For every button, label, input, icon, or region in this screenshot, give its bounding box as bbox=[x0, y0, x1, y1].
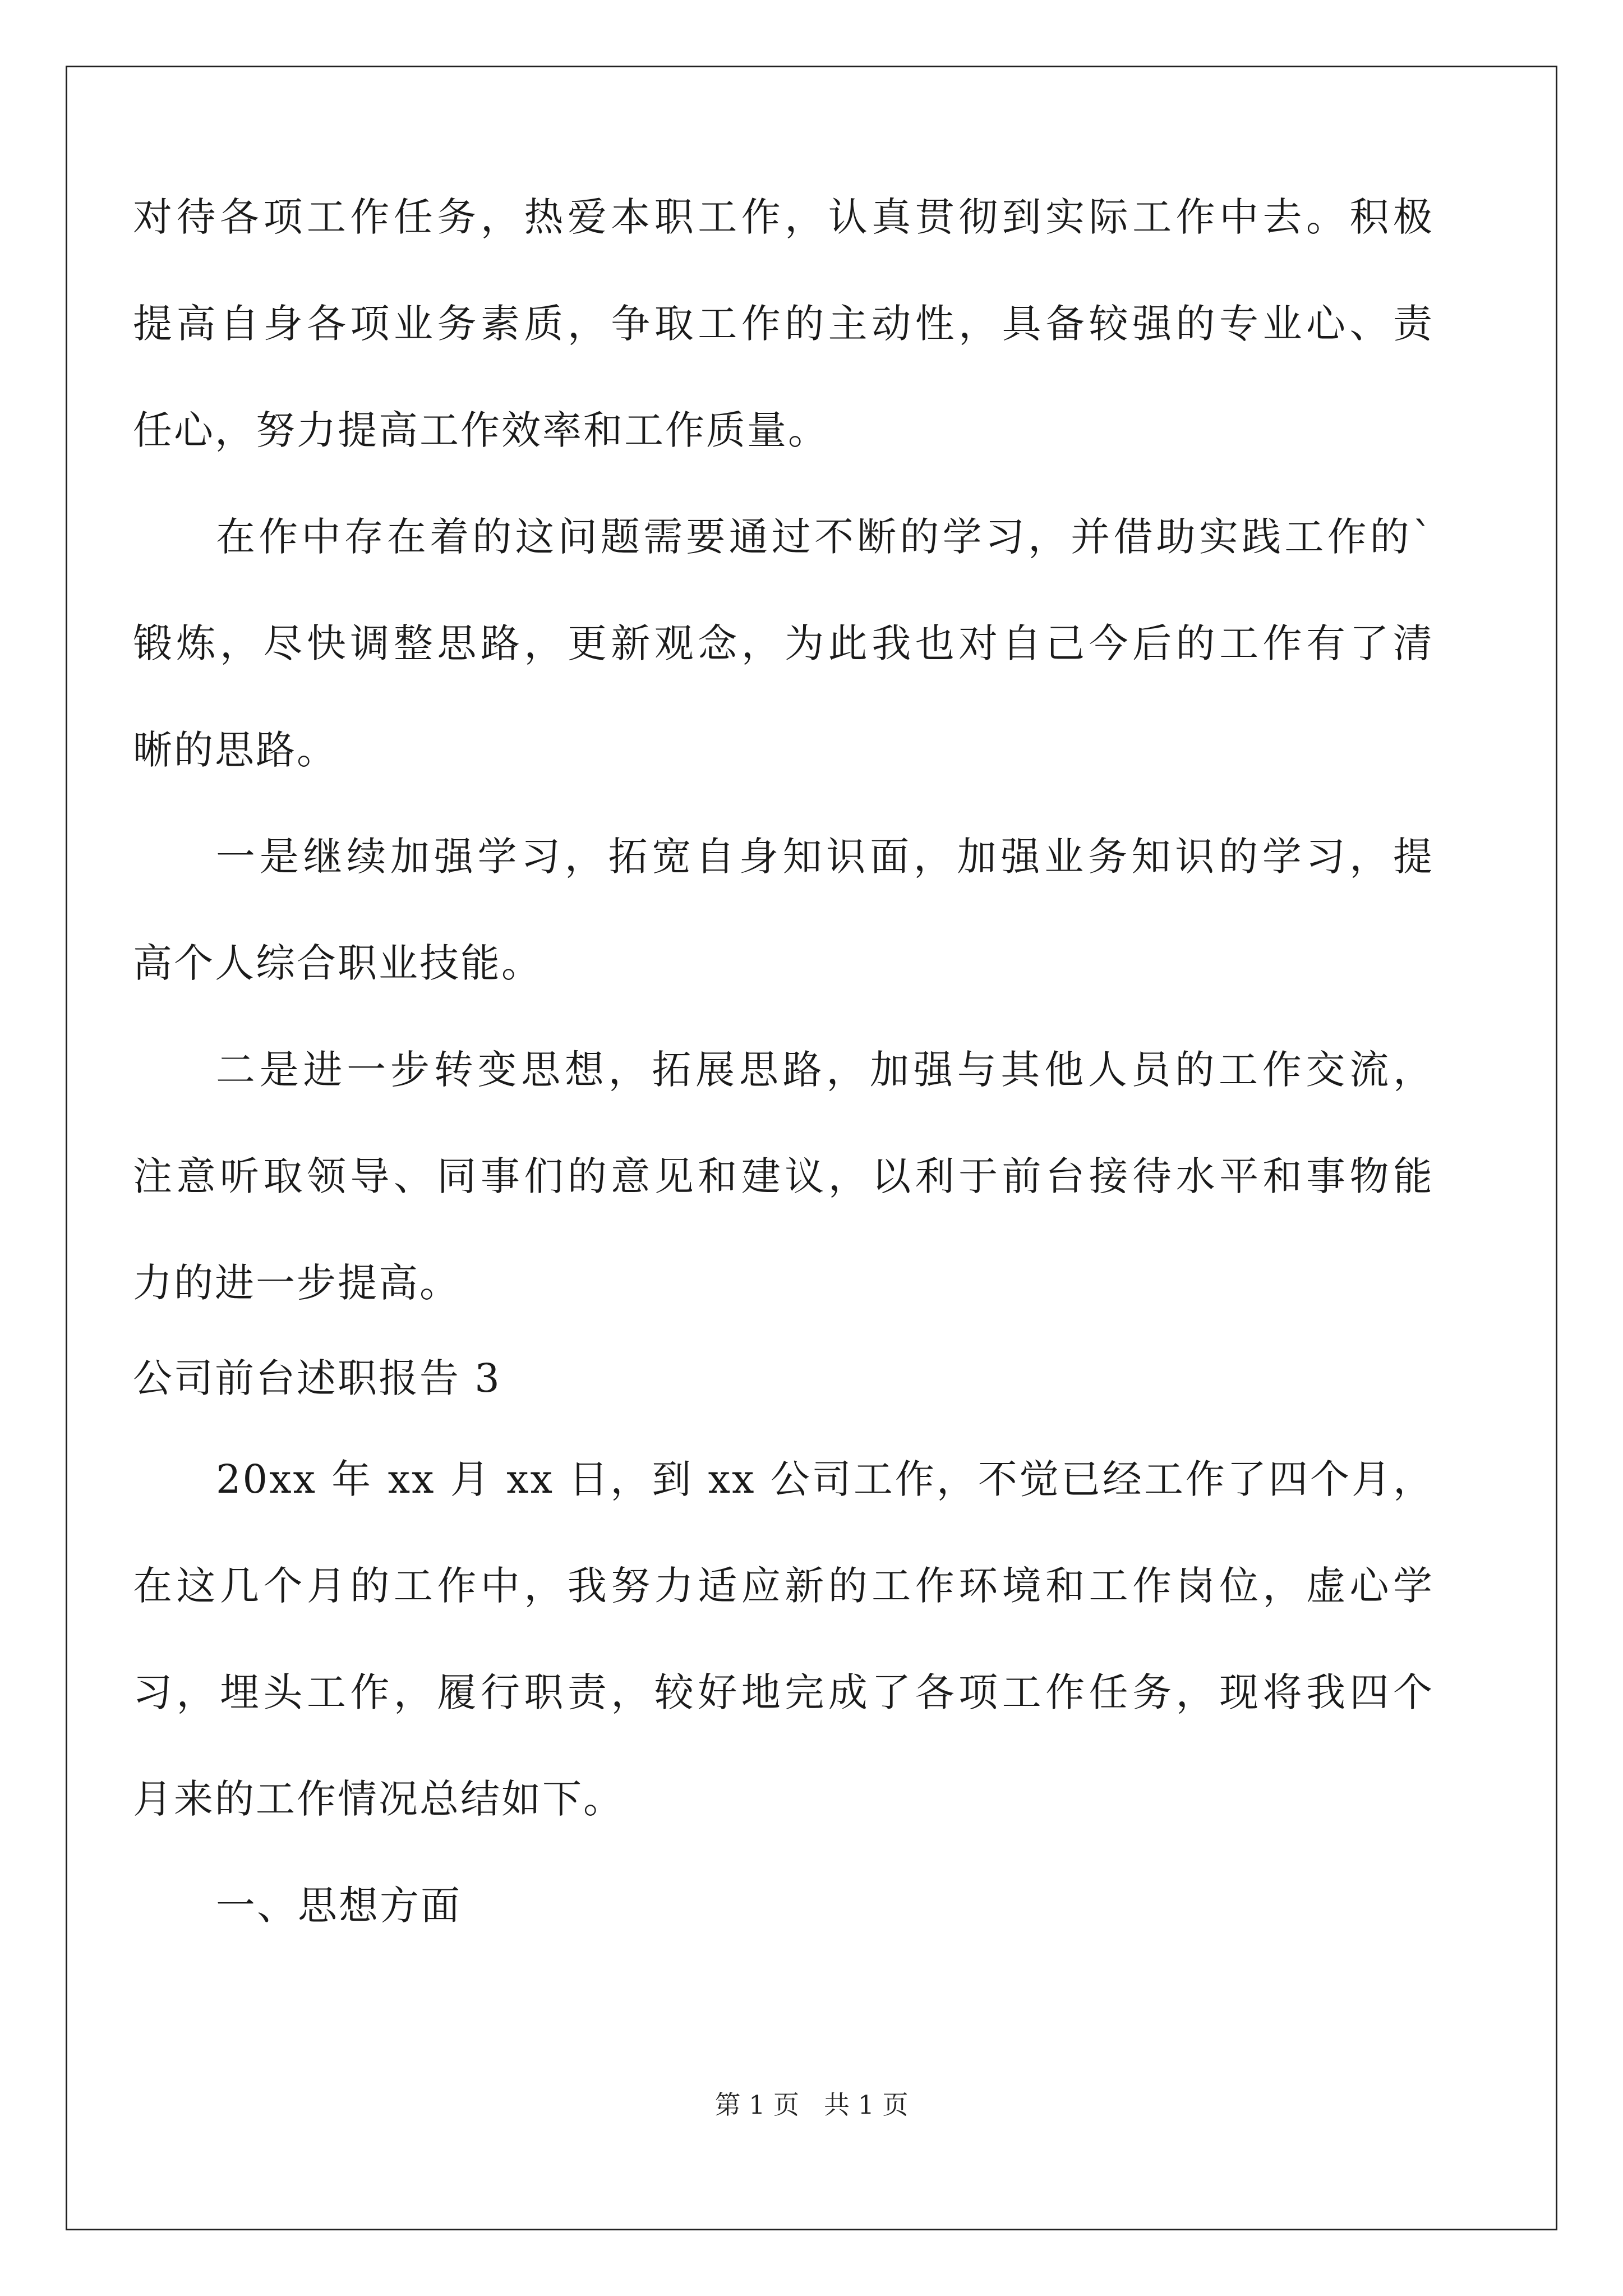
page-footer bbox=[0, 2088, 1623, 2122]
paragraph-line: 高个人综合职业技能。 bbox=[133, 940, 542, 986]
paragraph-line: 二是进一步转变思想，拓展思路，加强与其他人员的工作交流， bbox=[216, 1047, 1434, 1093]
paragraph-line: 在这几个月的工作中，我努力适应新的工作环境和工作岗位，虚心学 bbox=[133, 1563, 1434, 1609]
paragraph-line: 习，埋头工作，履行职责，较好地完成了各项工作任务，现将我四个 bbox=[133, 1669, 1434, 1715]
paragraph-line: 任心，努力提高工作效率和工作质量。 bbox=[133, 407, 829, 453]
paragraph-line: 晰的思路。 bbox=[133, 727, 338, 773]
paragraph-line: 锻炼，尽快调整思路，更新观念，为此我也对自己今后的工作有了清 bbox=[133, 620, 1434, 666]
paragraph-line: 20xx 年 xx 月 xx 日，到 xx 公司工作，不觉已经工作了四个月， bbox=[216, 1456, 1434, 1502]
paragraph-line: 注意听取领导、同事们的意见和建议，以利于前台接待水平和事物能 bbox=[133, 1153, 1434, 1199]
paragraph-line: 月来的工作情况总结如下。 bbox=[133, 1776, 624, 1822]
paragraph-line: 在作中存在着的这问题需要通过不断的学习，并借助实践工作的` bbox=[216, 514, 1434, 560]
page-number: 第 1 页 bbox=[714, 2090, 799, 2120]
paragraph-line: 提高自身各项业务素质，争取工作的主动性，具备较强的专业心、责 bbox=[133, 301, 1434, 347]
paragraph-line: 力的进一步提高。 bbox=[133, 1260, 460, 1306]
paragraph-line: 对待各项工作任务，热爱本职工作，认真贯彻到实际工作中去。积极 bbox=[133, 194, 1434, 240]
page-total: 共 1 页 bbox=[824, 2090, 909, 2120]
paragraph-line: 一是继续加强学习，拓宽自身知识面，加强业务知识的学习，提 bbox=[216, 834, 1434, 880]
section-heading: 公司前台述职报告 3 bbox=[133, 1355, 501, 1401]
subheading: 一、思想方面 bbox=[216, 1883, 462, 1929]
